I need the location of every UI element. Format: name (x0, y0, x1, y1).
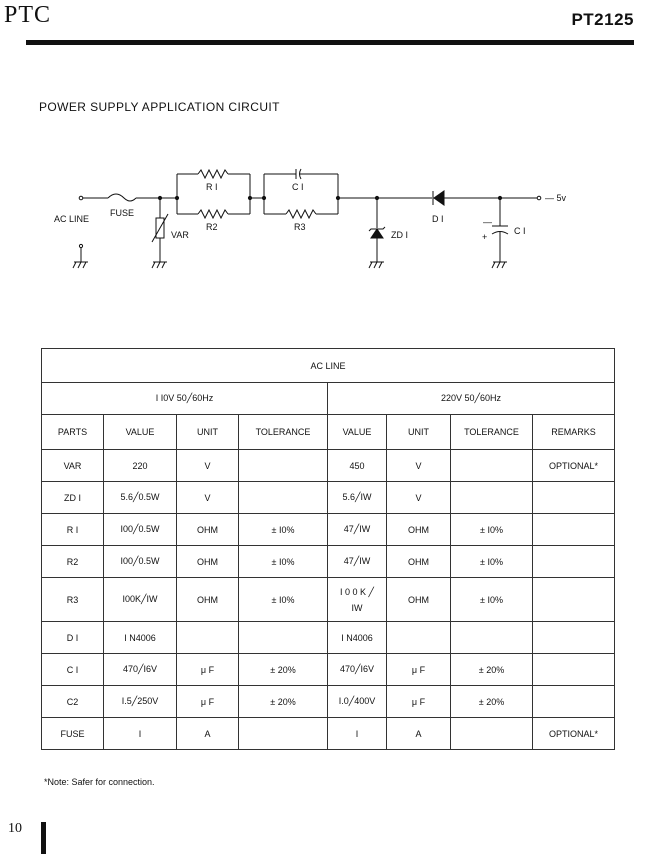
label-minus: — (483, 217, 492, 227)
cell-remarks (533, 654, 615, 686)
table-row-c2 (42, 686, 615, 718)
cell-unit-110: OHM (177, 514, 239, 546)
circuit-diagram (40, 150, 600, 290)
fuse-symbol (108, 194, 136, 201)
parts-table (41, 348, 615, 750)
cell-tol-110: ± I0% (239, 514, 328, 546)
label-plus: + (482, 232, 488, 242)
cell-value-110: I.5╱250V (104, 686, 177, 718)
cell-value-220: I.0╱400V (328, 686, 387, 718)
cell-value-110: 5.6╱0.5W (104, 482, 177, 514)
cell-value-220: 47╱IW (328, 514, 387, 546)
column-headers (42, 415, 615, 450)
col-header-parts: PARTS (42, 415, 104, 450)
cell-unit-110: OHM (177, 578, 239, 622)
label-fuse: FUSE (110, 208, 135, 218)
ground-symbol-c1 (492, 254, 507, 268)
label-output: — 5v (545, 193, 567, 203)
table-row-var (42, 450, 615, 482)
cell-value-220: I (328, 718, 387, 750)
cell-unit-220: OHM (387, 546, 451, 578)
table-row-d1 (42, 622, 615, 654)
label-zd1: ZD I (391, 230, 408, 240)
cell-unit-220: OHM (387, 578, 451, 622)
cell-value-220-line1: I 0 0 K ╱ (340, 586, 374, 597)
cell-value-220: 470╱I6V (328, 654, 387, 686)
cell-value-110: 220 (104, 450, 177, 482)
cell-value-110: 470╱I6V (104, 654, 177, 686)
cell-unit-110: μ F (177, 654, 239, 686)
cell-value-110: I00╱0.5W (104, 514, 177, 546)
cell-value-110: I N4006 (104, 622, 177, 654)
cell-part: FUSE (42, 718, 104, 750)
cell-unit-220: μ F (387, 654, 451, 686)
label-r3: R3 (294, 222, 306, 232)
cell-value-220 (328, 578, 387, 622)
col-header-tolerance-110: TOLERANCE (239, 415, 328, 450)
table-row-r1 (42, 514, 615, 546)
cell-unit-110 (177, 622, 239, 654)
cell-unit-220: OHM (387, 514, 451, 546)
label-d1: D I (432, 214, 444, 224)
cell-part: R I (42, 514, 104, 546)
cell-tol-220 (451, 482, 533, 514)
table-row-fuse (42, 718, 615, 750)
ground-symbol-var (152, 254, 167, 268)
table-row-r3 (42, 578, 615, 622)
cell-tol-220 (451, 622, 533, 654)
cell-unit-220: A (387, 718, 451, 750)
cell-value-220: 5.6╱IW (328, 482, 387, 514)
cell-tol-110 (239, 622, 328, 654)
label-var: VAR (171, 230, 189, 240)
group-header-220v: 220V 50╱60Hz (328, 383, 615, 415)
cell-part: ZD I (42, 482, 104, 514)
cell-part: C2 (42, 686, 104, 718)
cell-tol-110: ± I0% (239, 578, 328, 622)
col-header-value-110: VALUE (104, 415, 177, 450)
page-marker-bar (41, 822, 46, 854)
cell-unit-110: V (177, 450, 239, 482)
label-c1-cap: C I (514, 226, 526, 236)
resistor-r1 (198, 170, 228, 178)
section-title: POWER SUPPLY APPLICATION CIRCUIT (39, 100, 280, 114)
resistor-r2 (198, 210, 228, 218)
cell-value-110: I00╱0.5W (104, 546, 177, 578)
cell-part: R3 (42, 578, 104, 622)
cell-tol-220: ± I0% (451, 546, 533, 578)
label-r1: R I (206, 182, 218, 192)
part-number: PT2125 (571, 10, 634, 29)
col-header-remarks: REMARKS (533, 415, 615, 450)
output-node (537, 196, 541, 200)
cell-value-220-line2: IW (351, 602, 363, 613)
cell-remarks (533, 686, 615, 718)
label-r2: R2 (206, 222, 218, 232)
cell-tol-110 (239, 450, 328, 482)
cell-unit-110: A (177, 718, 239, 750)
cell-part: D I (42, 622, 104, 654)
cell-part: VAR (42, 450, 104, 482)
page-number: 10 (8, 821, 22, 836)
ground-symbol-ac (73, 248, 88, 268)
zener-diode-symbol (371, 229, 383, 238)
cell-part: R2 (42, 546, 104, 578)
label-ac-line: AC LINE (54, 214, 90, 224)
cell-tol-220 (451, 450, 533, 482)
resistor-r3 (286, 210, 316, 218)
cell-remarks (533, 578, 615, 622)
col-header-tolerance-220: TOLERANCE (451, 415, 533, 450)
col-header-value-220: VALUE (328, 415, 387, 450)
cell-unit-220: V (387, 450, 451, 482)
ac-ground-node (79, 244, 82, 247)
table-row-r2 (42, 546, 615, 578)
cell-remarks: OPTIONAL* (533, 450, 615, 482)
cell-unit-110: V (177, 482, 239, 514)
cell-value-110: I00K╱IW (104, 578, 177, 622)
cell-tol-220: ± 20% (451, 654, 533, 686)
cell-value-110: I (104, 718, 177, 750)
cell-remarks (533, 514, 615, 546)
ac-input-node (79, 196, 83, 200)
cell-tol-110: ± 20% (239, 686, 328, 718)
table-title: AC LINE (42, 349, 615, 383)
cell-tol-110 (239, 718, 328, 750)
cell-value-220: I N4006 (328, 622, 387, 654)
cell-tol-110 (239, 482, 328, 514)
brand-logo: PTC (4, 2, 52, 28)
diode-d1-symbol (434, 191, 444, 205)
label-c1-top: C I (292, 182, 304, 192)
cell-remarks (533, 546, 615, 578)
cell-unit-220 (387, 622, 451, 654)
cell-value-220: 47╱IW (328, 546, 387, 578)
cell-tol-220: ± I0% (451, 578, 533, 622)
footnote: *Note: Safer for connection. (44, 777, 155, 787)
col-header-unit-220: UNIT (387, 415, 451, 450)
table-row-c1 (42, 654, 615, 686)
cell-tol-110: ± 20% (239, 654, 328, 686)
cell-tol-220 (451, 718, 533, 750)
cell-unit-110: OHM (177, 546, 239, 578)
cell-unit-110: μ F (177, 686, 239, 718)
cell-remarks (533, 622, 615, 654)
cell-unit-220: μ F (387, 686, 451, 718)
cell-part: C I (42, 654, 104, 686)
cell-tol-110: ± I0% (239, 546, 328, 578)
junction (158, 196, 161, 199)
cell-tol-220: ± 20% (451, 686, 533, 718)
table-row-zd1 (42, 482, 615, 514)
cell-unit-220: V (387, 482, 451, 514)
cell-tol-220: ± I0% (451, 514, 533, 546)
cell-remarks (533, 482, 615, 514)
header-rule (26, 40, 634, 45)
group-header-110v: I I0V 50╱60Hz (42, 383, 328, 415)
cell-remarks: OPTIONAL* (533, 718, 615, 750)
cell-value-220: 450 (328, 450, 387, 482)
col-header-unit-110: UNIT (177, 415, 239, 450)
ground-symbol-zener (369, 254, 384, 268)
